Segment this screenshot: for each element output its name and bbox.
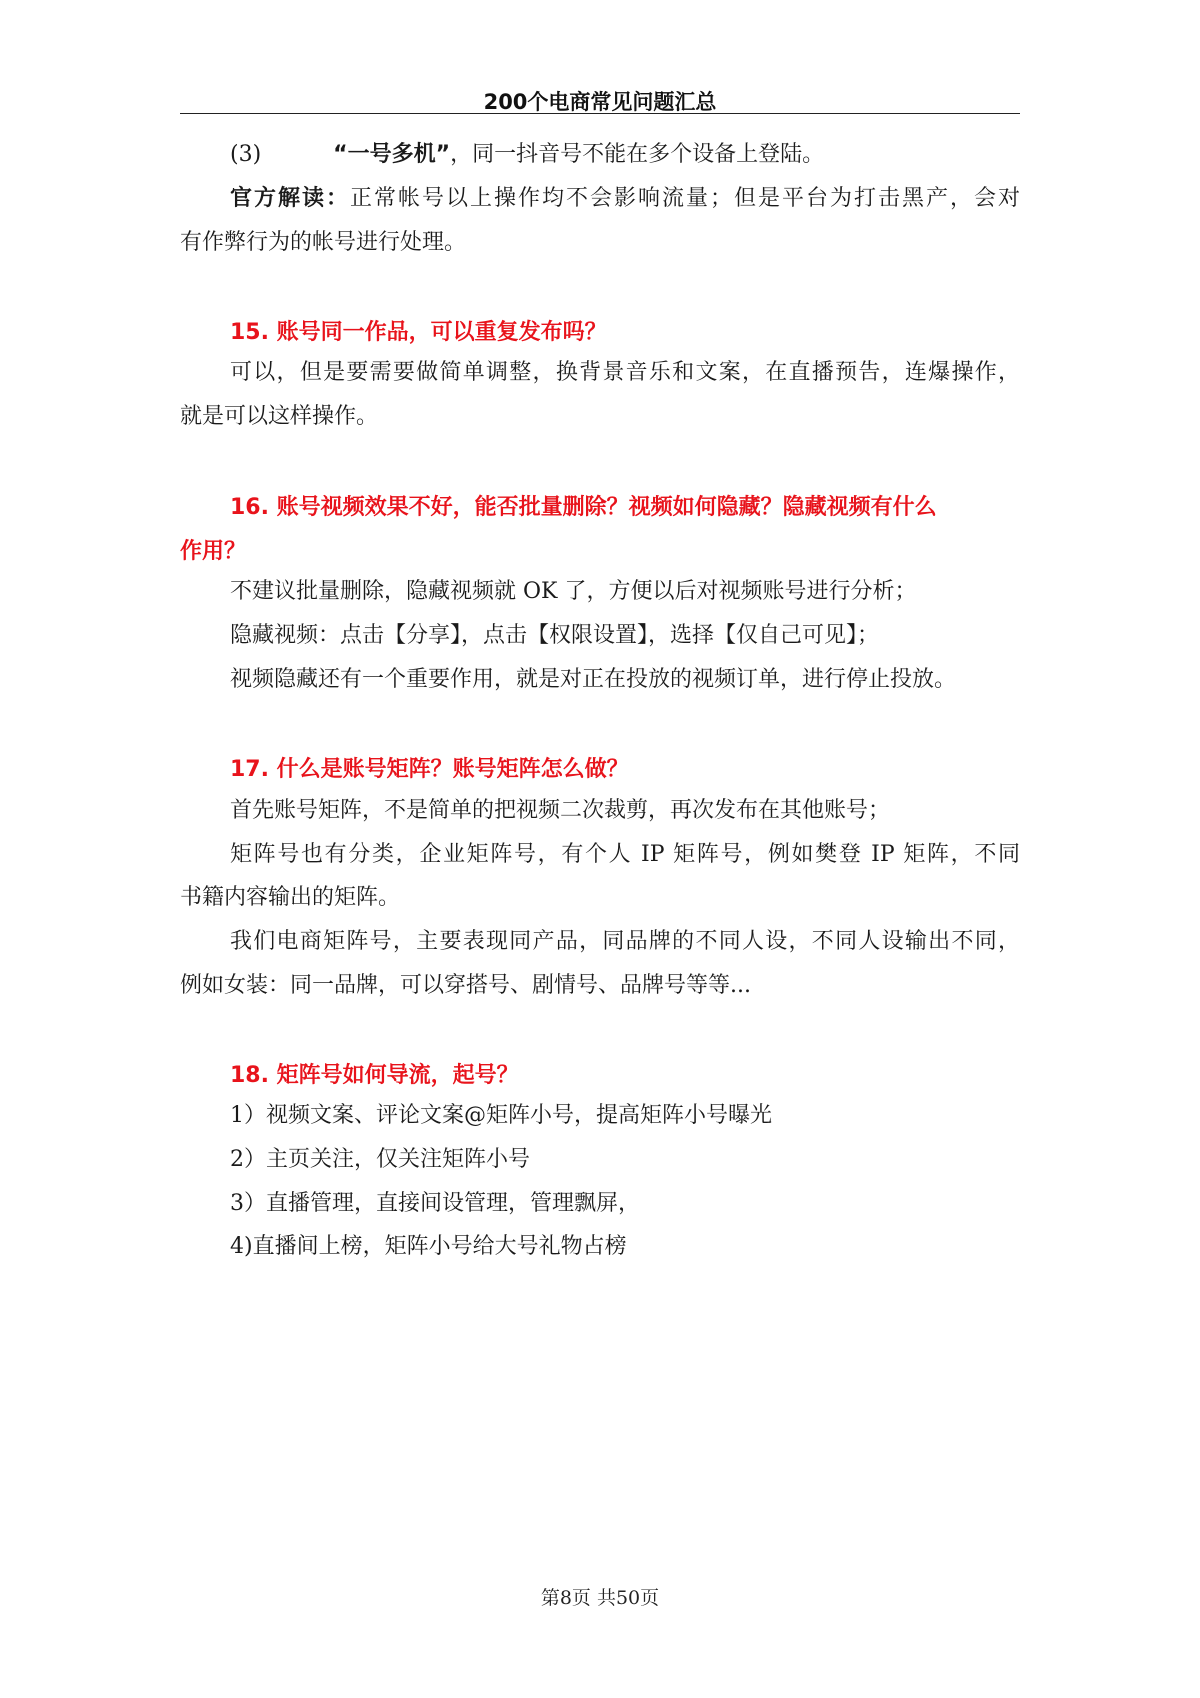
official-reading-line-1 [230, 184, 1020, 214]
question-15-heading: 15. 账号同一作品，可以重复发布吗？ [230, 320, 607, 345]
question-15-body-line-1: 可以，但是要需要做简单调整，换背景音乐和文案，在直播预告，连爆操作， [230, 360, 1020, 385]
question-18-list-item: 2）主页关注，仅关注矩阵小号 [230, 1147, 530, 1172]
official-reading-text: 正常帐号以上操作均不会影响流量；但是平台为打击黑产，会对 [350, 186, 1020, 211]
question-16-heading-line-2: 作用？ [180, 539, 247, 564]
question-17-body-line-5: 例如女装：同一品牌，可以穿搭号、剧情号、品牌号等等... [180, 973, 751, 998]
official-reading-line-2: 有作弊行为的帐号进行处理。 [180, 230, 467, 255]
question-16-body-line-2: 隐藏视频：点击【分享】，点击【权限设置】，选择【仅自己可见】； [230, 623, 880, 648]
question-18-heading: 18. 矩阵号如何导流，起号？ [230, 1063, 519, 1088]
item-3-text: ，同一抖音号不能在多个设备上登陆。 [450, 142, 825, 167]
header-divider [180, 113, 1020, 114]
question-17-body-line-1: 首先账号矩阵，不是简单的把视频二次裁剪，再次发布在其他账号； [230, 798, 891, 823]
question-17-body-line-2: 矩阵号也有分类，企业矩阵号，有个人 IP 矩阵号，例如樊登 IP 矩阵，不同 [230, 842, 1020, 867]
question-16-heading-line-1: 16. 账号视频效果不好，能否批量删除？视频如何隐藏？隐藏视频有什么 [230, 495, 937, 520]
question-18-list-item: 3）直播管理，直接间设管理，管理飘屏， [230, 1191, 640, 1216]
item-3-number: (3) [230, 142, 262, 167]
question-18-list-item: 4)直播间上榜，矩阵小号给大号礼物占榜 [230, 1234, 627, 1259]
question-15-body-line-2: 就是可以这样操作。 [180, 404, 379, 429]
item-3-line [230, 140, 824, 170]
question-18-list-item: 1）视频文案、评论文案@矩阵小号，提高矩阵小号曝光 [230, 1103, 772, 1128]
page-number-footer: 第8页 共50页 [540, 1587, 660, 1609]
item-3-bold-text: “一号多机” [333, 142, 451, 167]
question-16-body-line-3: 视频隐藏还有一个重要作用，就是对正在投放的视频订单，进行停止投放。 [230, 667, 957, 692]
official-reading-label: 官方解读： [230, 186, 350, 211]
page-header-title: 200个电商常见问题汇总 [483, 90, 717, 114]
question-16-body-line-1: 不建议批量删除，隐藏视频就 OK 了，方便以后对视频账号进行分析； [230, 579, 917, 604]
question-17-body-line-3: 书籍内容输出的矩阵。 [180, 885, 401, 910]
question-17-heading: 17. 什么是账号矩阵？账号矩阵怎么做？ [230, 757, 629, 782]
question-17-body-line-4: 我们电商矩阵号，主要表现同产品，同品牌的不同人设，不同人设输出不同， [230, 929, 1020, 954]
